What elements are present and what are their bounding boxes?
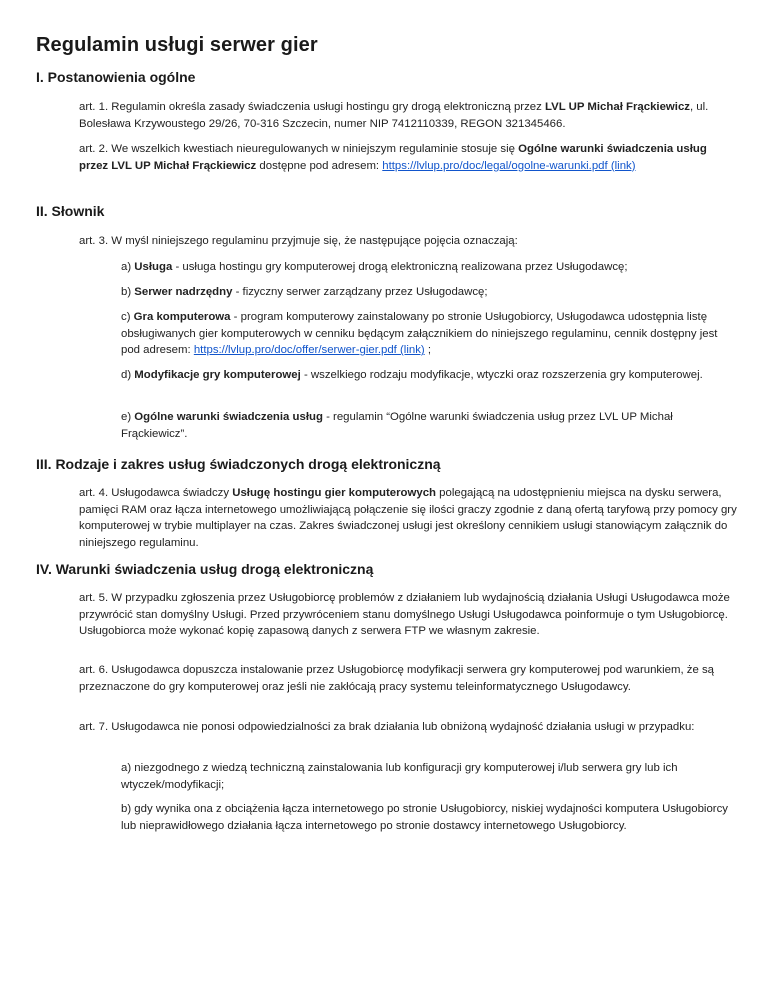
definition-c: c) Gra komputerowa - program komputerowy zainstalowany po stronie Usługobiorcy, Usługodawca udostępnia listę obsługiwanych gier komputerowych w cenniku będącym załącznikiem do niniejszego regulaminu, cennik dostępny jest pod adresem: https://lvlup.pro/doc/offer/serwer-gier.pdf (link) ; [121, 311, 718, 357]
definition-e: e) Ogólne warunki świadczenia usług - regulamin “Ogólne warunki świadczenia usług przez LVL UP Michał Frąckiewicz”. [121, 411, 673, 440]
section-heading-3: III. Rodzaje i zakres usług świadczonych drogą elektroniczną [36, 456, 441, 472]
page-title: Regulamin usługi serwer gier [36, 34, 318, 56]
article-4: art. 4. Usługodawca świadczy Usługę hostingu gier komputerowych polegającą na udostępnieniu miejsca na dysku serwera, pamięci RAM oraz łącza internetowego umożliwiającą połączenie się ilości graczy zgodnie z daną ofertą taryfową przy pomocy gry komputerowej w trybie multiplayer na czas. Zakres świadczonej usługi jest określony cennikiem usługi stanowiącym załącznik do niniejszego regulaminu. [79, 487, 737, 549]
definition-a: a) Usługa - usługa hostingu gry komputerowej drogą elektroniczną realizowana przez Usługodawcę; [121, 261, 628, 273]
condition-b: b) gdy wynika ona z obciążenia łącza internetowego po stronie Usługobiorcy, niskiej wydajności komputera Usługobiorcy lub nieprawidłowego działania łącza internetowego po stronie dostawcy internetowego Usługobiorcy. [121, 803, 728, 832]
section-heading-2: II. Słownik [36, 203, 105, 219]
article-7: art. 7. Usługodawca nie ponosi odpowiedzialności za brak działania lub obniżoną wydajność działania usługi w przypadku: [79, 721, 695, 733]
section-heading-4: IV. Warunki świadczenia usług drogą elektroniczną [36, 561, 374, 577]
section-heading-1: I. Postanowienia ogólne [36, 69, 196, 85]
article-2: art. 2. We wszelkich kwestiach nieuregulowanych w niniejszym regulaminie stosuje się Ogólne warunki świadczenia usług przez LVL UP Michał Frąckiewicz dostępne pod adresem: https://lvlup.pro/doc/legal/ogolne-warunki.pdf (link) [79, 143, 707, 172]
condition-a: a) niezgodnego z wiedzą techniczną zainstalowania lub konfiguracji gry komputerowej i/lub serwera gry lub ich wtyczek/modyfikacji; [121, 762, 678, 791]
definition-d: d) Modyfikacje gry komputerowej - wszelkiego rodzaju modyfikacje, wtyczki oraz rozszerzenia gry komputerowej. [121, 369, 703, 381]
definition-b: b) Serwer nadrzędny - fizyczny serwer zarządzany przez Usługodawcę; [121, 286, 488, 298]
price-list-link[interactable]: https://lvlup.pro/doc/offer/serwer-gier.pdf (link) [193, 344, 425, 357]
article-6: art. 6. Usługodawca dopuszcza instalowanie przez Usługobiorcę modyfikacji serwera gry komputerowej pod warunkiem, że są przeznaczone do gry komputerowej oraz jeśli nie zakłócają pracy systemu teleinformatycznego Usługodawcy. [79, 664, 715, 693]
article-5: art. 5. W przypadku zgłoszenia przez Usługobiorcę problemów z działaniem lub wydajnością działania Usługi Usługodawca może przywrócić stan domyślny Usługi. Przed przywróceniem stanu domyślnego Usługi Usługodawca poinformuje o tym Usługobiorcę. Usługobiorca może wykonać kopię zapasową danych z serwera FTP we własnym zakresie. [79, 592, 730, 638]
general-terms-link[interactable]: https://lvlup.pro/doc/legal/ogolne-warunki.pdf (link) [382, 159, 636, 172]
article-1: art. 1. Regulamin określa zasady świadczenia usługi hostingu gry drogą elektroniczną przez LVL UP Michał Frąckiewicz, ul. Bolesława Krzywoustego 29/26, 70-316 Szczecin, numer NIP 7412110339, REGON 321345466. [79, 101, 709, 130]
article-3: art. 3. W myśl niniejszego regulaminu przyjmuje się, że następujące pojęcia oznaczają: [79, 235, 518, 247]
